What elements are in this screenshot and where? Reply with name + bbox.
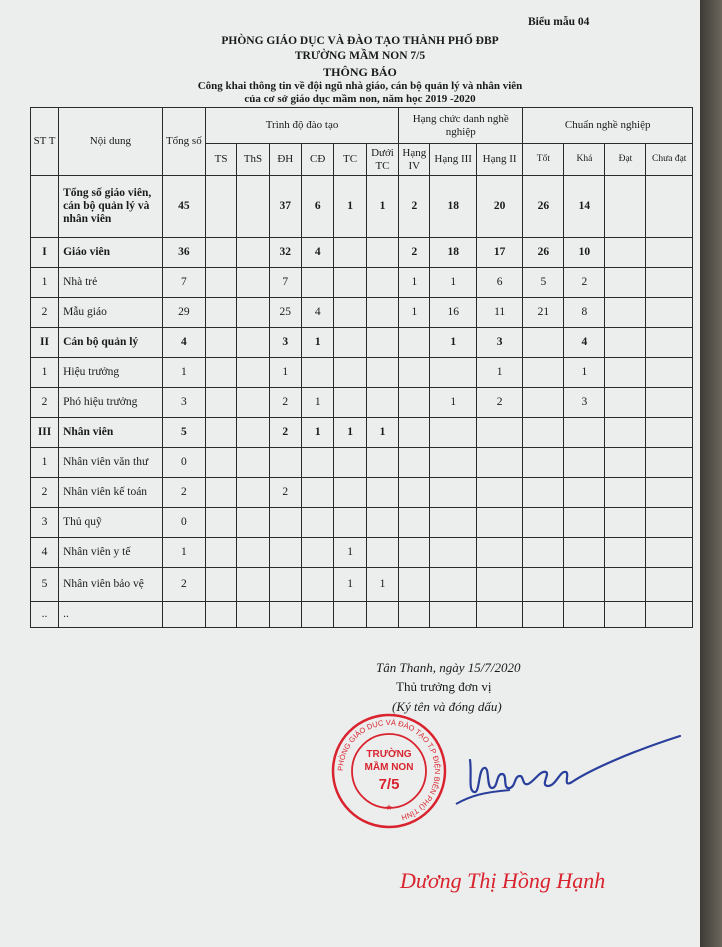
table-row: [31, 388, 693, 418]
row-value: [646, 388, 693, 418]
row-value: [605, 268, 646, 298]
signer-name-handwritten: [398, 858, 630, 900]
row-content: Cán bộ quản lý: [59, 328, 163, 358]
sub-header-cell: Hạng III: [430, 144, 476, 176]
table-row: [31, 298, 693, 328]
row-value: 10: [564, 238, 605, 268]
row-value: [430, 602, 476, 628]
row-value: [646, 478, 693, 508]
school-name: TRƯỜNG MẦM NON 7/5: [294, 50, 426, 62]
table-row: [31, 238, 693, 268]
sub-header-cell: Dưới TC: [366, 144, 398, 176]
row-value: [564, 508, 605, 538]
header-stt: ST T: [31, 108, 59, 176]
row-value: [237, 478, 269, 508]
row-value: [302, 448, 334, 478]
row-value: 2: [269, 388, 301, 418]
row-value: 1: [334, 538, 366, 568]
row-value: [646, 238, 693, 268]
row-value: [646, 568, 693, 602]
signer-name: Dương Thị Hồng Hạnh: [400, 868, 606, 893]
table-row: [31, 478, 693, 508]
row-value: [430, 358, 476, 388]
row-value: 26: [523, 238, 564, 268]
row-stt: 3: [31, 508, 59, 538]
row-total: 2: [162, 568, 205, 602]
row-value: 16: [430, 298, 476, 328]
row-value: [366, 298, 398, 328]
row-value: [399, 418, 430, 448]
row-value: 5: [523, 268, 564, 298]
row-value: 1: [564, 358, 605, 388]
row-value: [399, 508, 430, 538]
row-value: [605, 358, 646, 388]
row-value: 2: [399, 176, 430, 238]
row-value: [399, 448, 430, 478]
row-value: 25: [269, 298, 301, 328]
row-value: [476, 538, 522, 568]
row-value: [366, 328, 398, 358]
row-value: [237, 238, 269, 268]
row-value: [605, 508, 646, 538]
row-value: [302, 568, 334, 602]
row-content: Giáo viên: [59, 238, 163, 268]
row-value: [269, 448, 301, 478]
row-value: [334, 448, 366, 478]
row-value: 6: [302, 176, 334, 238]
row-value: [564, 538, 605, 568]
row-value: [366, 388, 398, 418]
row-value: [646, 602, 693, 628]
row-value: 8: [564, 298, 605, 328]
row-value: [605, 388, 646, 418]
row-value: [237, 328, 269, 358]
row-value: [523, 602, 564, 628]
header-training: Trình độ đào tạo: [205, 108, 398, 144]
row-value: [430, 448, 476, 478]
row-value: [646, 176, 693, 238]
table-row: [31, 328, 693, 358]
row-value: 11: [476, 298, 522, 328]
row-value: [430, 538, 476, 568]
notice-subtitle-line2: của cơ sở giáo dục mầm non, năm học 2019 -2020: [244, 93, 476, 105]
row-stt: 2: [31, 388, 59, 418]
row-value: [523, 328, 564, 358]
row-total: 4: [162, 328, 205, 358]
sub-header-cell: Hạng II: [476, 144, 522, 176]
row-value: 17: [476, 238, 522, 268]
row-value: [237, 418, 269, 448]
row-value: [523, 478, 564, 508]
form-number: Biểu mẫu 04: [528, 16, 590, 28]
row-value: [523, 568, 564, 602]
table-row: [31, 176, 693, 238]
row-value: 3: [476, 328, 522, 358]
row-value: [476, 602, 522, 628]
background-edge: [700, 0, 722, 947]
row-content: Hiệu trưởng: [59, 358, 163, 388]
row-value: [399, 478, 430, 508]
row-value: [269, 602, 301, 628]
row-stt: 2: [31, 478, 59, 508]
row-value: [646, 538, 693, 568]
row-value: [646, 508, 693, 538]
sub-header-cell: CĐ: [302, 144, 334, 176]
row-value: [237, 448, 269, 478]
row-value: 4: [302, 298, 334, 328]
row-content: Mẫu giáo: [59, 298, 163, 328]
row-value: [334, 508, 366, 538]
row-value: 7: [269, 268, 301, 298]
row-value: [302, 268, 334, 298]
row-value: [205, 328, 236, 358]
row-content: Thủ quỹ: [59, 508, 163, 538]
row-value: [523, 448, 564, 478]
row-value: [399, 602, 430, 628]
row-value: [399, 538, 430, 568]
row-value: [302, 358, 334, 388]
header-content: Nội dung: [59, 108, 163, 176]
row-value: 21: [523, 298, 564, 328]
row-value: 1: [366, 568, 398, 602]
row-value: [269, 568, 301, 602]
row-value: 1: [302, 388, 334, 418]
stamp-line-2: MẦM NON: [364, 762, 414, 773]
row-value: 1: [334, 568, 366, 602]
row-value: [399, 388, 430, 418]
row-value: [564, 478, 605, 508]
row-value: [476, 478, 522, 508]
row-value: [205, 176, 236, 238]
row-value: 1: [302, 328, 334, 358]
row-total: 3: [162, 388, 205, 418]
row-value: [430, 478, 476, 508]
row-value: [605, 328, 646, 358]
row-stt: 5: [31, 568, 59, 602]
row-value: [476, 508, 522, 538]
row-value: 1: [476, 358, 522, 388]
row-value: [605, 568, 646, 602]
row-total: 5: [162, 418, 205, 448]
school-stamp: [330, 712, 448, 830]
row-value: 14: [564, 176, 605, 238]
sign-note: (Ký tên và đóng dấu): [392, 699, 502, 714]
table-row: [31, 602, 693, 628]
staff-table: [30, 107, 693, 628]
row-total: 0: [162, 508, 205, 538]
row-value: 6: [476, 268, 522, 298]
row-stt: 1: [31, 358, 59, 388]
row-value: [237, 358, 269, 388]
row-stt: 4: [31, 538, 59, 568]
row-total: 0: [162, 448, 205, 478]
row-value: 2: [269, 418, 301, 448]
row-content: Phó hiệu trưởng: [59, 388, 163, 418]
table-body: [31, 176, 693, 628]
row-value: 18: [430, 238, 476, 268]
row-value: [366, 538, 398, 568]
row-value: [366, 448, 398, 478]
row-value: [205, 448, 236, 478]
row-value: [205, 602, 236, 628]
row-value: [399, 358, 430, 388]
row-value: [523, 418, 564, 448]
row-total: 45: [162, 176, 205, 238]
row-value: 20: [476, 176, 522, 238]
row-value: 1: [334, 418, 366, 448]
row-value: [605, 448, 646, 478]
row-value: [269, 508, 301, 538]
row-value: [205, 268, 236, 298]
row-value: [605, 478, 646, 508]
sub-header-cell: Chưa đạt: [646, 144, 693, 176]
row-value: [605, 418, 646, 448]
row-value: [646, 448, 693, 478]
row-value: [399, 568, 430, 602]
row-stt: 1: [31, 448, 59, 478]
row-value: [302, 508, 334, 538]
row-value: [564, 448, 605, 478]
row-value: [334, 478, 366, 508]
row-total: [162, 602, 205, 628]
row-value: [205, 568, 236, 602]
row-value: 1: [430, 388, 476, 418]
row-value: 37: [269, 176, 301, 238]
header-total: Tổng số: [162, 108, 205, 176]
table-row: [31, 508, 693, 538]
row-value: [646, 298, 693, 328]
row-value: [334, 602, 366, 628]
row-value: [205, 298, 236, 328]
row-value: 2: [564, 268, 605, 298]
sub-header-cell: ThS: [237, 144, 269, 176]
row-value: [237, 268, 269, 298]
row-content: Nhân viên văn thư: [59, 448, 163, 478]
table-row: [31, 568, 693, 602]
row-value: [205, 418, 236, 448]
row-value: 1: [366, 418, 398, 448]
row-value: 2: [399, 238, 430, 268]
row-value: [523, 538, 564, 568]
row-value: [237, 298, 269, 328]
row-value: 2: [269, 478, 301, 508]
row-value: [366, 238, 398, 268]
sub-header-cell: Tốt: [523, 144, 564, 176]
row-value: [334, 388, 366, 418]
row-value: 26: [523, 176, 564, 238]
table-row: [31, 538, 693, 568]
row-value: 1: [399, 268, 430, 298]
row-value: [205, 478, 236, 508]
row-value: 1: [399, 298, 430, 328]
stamp-ring-text: PHÒNG GIÁO DỤC VÀ ĐÀO TẠO T.P ĐIỆN BIÊN PHỦ TỈNH: [335, 717, 443, 823]
row-value: [205, 538, 236, 568]
row-stt: 1: [31, 268, 59, 298]
row-value: 4: [302, 238, 334, 268]
row-value: [430, 508, 476, 538]
table-row: [31, 418, 693, 448]
row-value: [523, 388, 564, 418]
row-stt: I: [31, 238, 59, 268]
row-value: [334, 268, 366, 298]
row-value: [205, 508, 236, 538]
row-content: Nhân viên y tế: [59, 538, 163, 568]
row-value: [237, 508, 269, 538]
row-value: 3: [269, 328, 301, 358]
notice-title: THÔNG BÁO: [323, 65, 397, 79]
row-content: Nhân viên: [59, 418, 163, 448]
row-value: 4: [564, 328, 605, 358]
row-value: [605, 298, 646, 328]
row-value: [366, 508, 398, 538]
department-name: PHÒNG GIÁO DỤC VÀ ĐÀO TẠO THÀNH PHỐ ĐBP: [221, 35, 499, 47]
sub-header-cell: Khá: [564, 144, 605, 176]
row-value: [564, 418, 605, 448]
row-value: 2: [476, 388, 522, 418]
row-stt: 2: [31, 298, 59, 328]
row-total: 29: [162, 298, 205, 328]
row-value: [523, 358, 564, 388]
head-title: Thủ trưởng đơn vị: [396, 679, 492, 694]
row-content: Nhân viên bảo vệ: [59, 568, 163, 602]
stamp-line-3: 7/5: [378, 776, 400, 793]
row-value: [646, 328, 693, 358]
row-value: 1: [269, 358, 301, 388]
row-value: [334, 358, 366, 388]
row-value: [430, 568, 476, 602]
notice-subtitle-line1: Công khai thông tin về đội ngũ nhà giáo, cán bộ quản lý và nhân viên: [197, 80, 523, 92]
table-row: [31, 358, 693, 388]
row-content: Tổng số giáo viên, cán bộ quản lý và nhân viên: [59, 176, 163, 238]
row-value: [399, 328, 430, 358]
row-value: [237, 602, 269, 628]
row-value: [476, 448, 522, 478]
row-value: [366, 268, 398, 298]
row-value: [476, 418, 522, 448]
row-total: 1: [162, 538, 205, 568]
table-row: [31, 268, 693, 298]
row-value: [476, 568, 522, 602]
row-value: [205, 388, 236, 418]
place-date: Tân Thanh, ngày 15/7/2020: [376, 660, 521, 675]
row-total: 36: [162, 238, 205, 268]
sub-header-cell: Hạng IV: [399, 144, 430, 176]
row-value: 32: [269, 238, 301, 268]
row-value: 18: [430, 176, 476, 238]
row-value: [366, 358, 398, 388]
row-value: [646, 268, 693, 298]
row-value: [334, 298, 366, 328]
row-value: [334, 238, 366, 268]
row-stt: II: [31, 328, 59, 358]
row-value: 1: [334, 176, 366, 238]
row-value: [205, 358, 236, 388]
sub-header-cell: ĐH: [269, 144, 301, 176]
row-value: [237, 568, 269, 602]
header-standard: Chuẩn nghề nghiệp: [523, 108, 693, 144]
row-content: Nhà trẻ: [59, 268, 163, 298]
signature-scribble: [450, 730, 690, 820]
row-value: [302, 478, 334, 508]
row-value: 1: [302, 418, 334, 448]
header-rank: Hạng chức danh nghề nghiệp: [399, 108, 523, 144]
row-value: [646, 418, 693, 448]
row-value: 1: [430, 268, 476, 298]
row-value: [366, 478, 398, 508]
row-value: [605, 238, 646, 268]
row-value: [430, 418, 476, 448]
row-value: [564, 602, 605, 628]
table-row: [31, 448, 693, 478]
row-stt: III: [31, 418, 59, 448]
row-value: [334, 328, 366, 358]
row-total: 1: [162, 358, 205, 388]
row-value: [366, 602, 398, 628]
row-value: [605, 176, 646, 238]
row-value: [564, 568, 605, 602]
row-value: [237, 388, 269, 418]
row-value: [523, 508, 564, 538]
row-value: [605, 538, 646, 568]
row-value: [302, 602, 334, 628]
row-value: 1: [430, 328, 476, 358]
row-value: [646, 358, 693, 388]
row-value: 3: [564, 388, 605, 418]
row-stt: [31, 176, 59, 238]
row-total: 2: [162, 478, 205, 508]
row-value: [205, 238, 236, 268]
row-value: [605, 602, 646, 628]
sub-header-cell: TS: [205, 144, 236, 176]
sub-header-cell: TC: [334, 144, 366, 176]
sub-header-cell: Đạt: [605, 144, 646, 176]
stamp-line-1: TRƯỜNG: [366, 749, 412, 760]
row-value: [269, 538, 301, 568]
row-value: 1: [366, 176, 398, 238]
row-content: Nhân viên kế toán: [59, 478, 163, 508]
row-value: [302, 538, 334, 568]
stamp-star-icon: ★: [385, 803, 393, 812]
row-total: 7: [162, 268, 205, 298]
row-content: ..: [59, 602, 163, 628]
row-stt: ..: [31, 602, 59, 628]
row-value: [237, 176, 269, 238]
row-value: [237, 538, 269, 568]
